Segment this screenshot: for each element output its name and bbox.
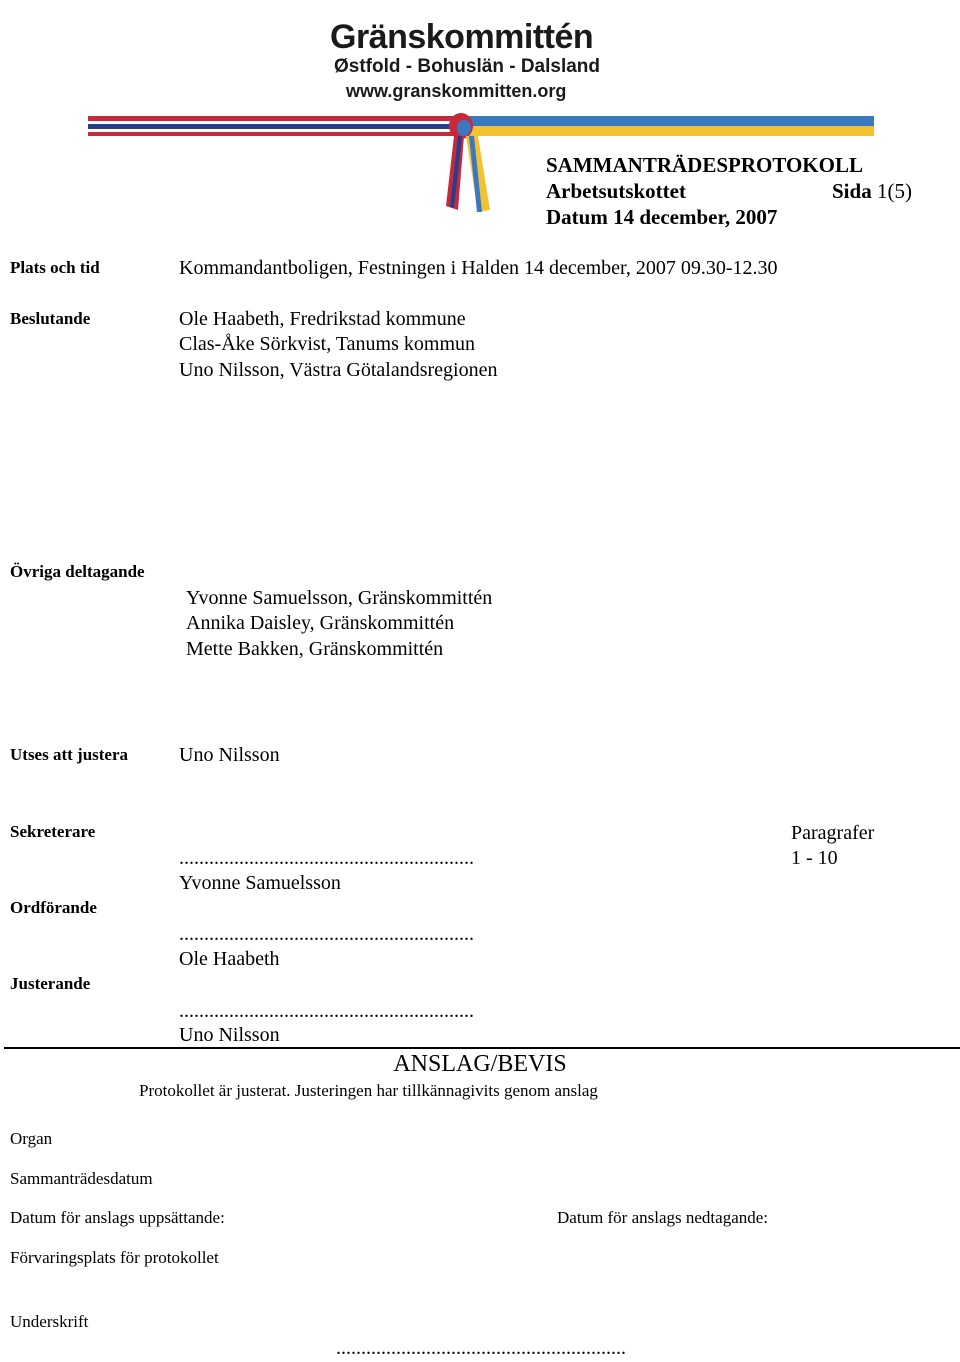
document-date: Datum 14 december, 2007 bbox=[546, 205, 778, 229]
paragraphs-value: 1 - 10 bbox=[791, 847, 838, 869]
posted-date-label: Datum för anslags uppsättande: bbox=[10, 1208, 225, 1227]
deciding-member: Ole Haabeth, Fredrikstad kommune bbox=[179, 308, 466, 330]
secretary-label: Sekreterare bbox=[10, 822, 96, 841]
chair-name: Ole Haabeth bbox=[179, 948, 280, 970]
place-label: Plats och tid bbox=[10, 258, 100, 277]
notice-title: ANSLAG/BEVIS bbox=[393, 1051, 567, 1077]
deciding-member: Uno Nilsson, Västra Götalandsregionen bbox=[179, 359, 498, 381]
deciding-member: Clas-Åke Sörkvist, Tanums kommun bbox=[179, 333, 476, 355]
signature-line: ........................................................... bbox=[179, 847, 474, 869]
secretary-name: Yvonne Samuelsson bbox=[179, 872, 341, 894]
chair-label: Ordförande bbox=[10, 898, 97, 917]
adjuster-label: Justerande bbox=[10, 974, 91, 993]
storage-label: Förvaringsplats för protokollet bbox=[10, 1248, 219, 1267]
meeting-date-label: Sammanträdesdatum bbox=[10, 1169, 153, 1188]
other-participant: Yvonne Samuelsson, Gränskommittén bbox=[186, 587, 493, 609]
paragraphs-label: Paragrafer bbox=[791, 822, 875, 844]
document-type: SAMMANTRÄDESPROTOKOLL bbox=[546, 153, 863, 177]
notice-divider bbox=[4, 1047, 960, 1049]
adjust-label: Utses att justera bbox=[10, 745, 129, 764]
committee-name: Arbetsutskottet bbox=[546, 179, 686, 203]
logo-url: www.granskommitten.org bbox=[346, 81, 567, 101]
logo-subtitle: Østfold - Bohuslän - Dalsland bbox=[334, 56, 601, 77]
signature-line: .......................................................... bbox=[336, 1337, 626, 1359]
signature-label: Underskrift bbox=[10, 1312, 89, 1331]
deciding-label: Beslutande bbox=[10, 309, 91, 328]
organ-label: Organ bbox=[10, 1129, 53, 1148]
others-label: Övriga deltagande bbox=[10, 562, 145, 581]
logo-title: Gränskommittén bbox=[330, 18, 594, 56]
adjust-value: Uno Nilsson bbox=[179, 744, 280, 766]
notice-text: Protokollet är justerat. Justeringen har tillkännagivits genom anslag bbox=[139, 1081, 598, 1100]
other-participant: Annika Daisley, Gränskommittén bbox=[186, 612, 455, 634]
adjuster-name: Uno Nilsson bbox=[179, 1024, 280, 1046]
page-indicator: Sida 1(5) bbox=[832, 179, 912, 203]
place-value: Kommandantboligen, Festningen i Halden 14 december, 2007 09.30-12.30 bbox=[179, 257, 778, 279]
other-participant: Mette Bakken, Gränskommittén bbox=[186, 638, 444, 660]
signature-line: ........................................................... bbox=[179, 923, 474, 945]
removed-date-label: Datum för anslags nedtagande: bbox=[557, 1208, 769, 1227]
signature-line: ........................................................... bbox=[179, 1000, 474, 1022]
